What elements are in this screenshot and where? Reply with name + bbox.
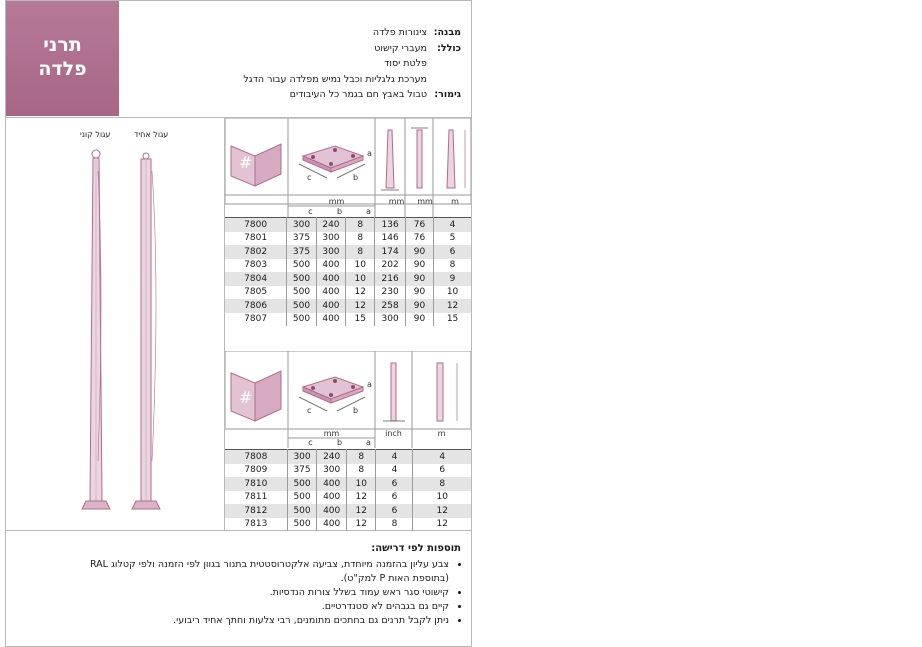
table-cell: 400 [317,491,347,505]
svg-text:#: # [239,388,253,407]
table-cell: 90 [405,259,433,273]
unit-label: m [437,429,446,438]
table-cell: 15 [446,314,459,325]
table-cell: 375 [287,464,317,478]
svg-text:b: b [353,406,359,415]
table-cell: 240 [316,218,345,232]
table-cell: 4 [434,218,471,232]
catalog-number-cell: 7803 [225,259,287,273]
table-row [225,464,471,478]
unit-label: m [451,197,459,206]
table-cell: 500 [287,299,316,313]
unit-label: mm [417,197,433,206]
table-cell: 400 [317,504,347,518]
table-cell: 375 [287,232,316,246]
table-cell: 136 [375,218,405,232]
table-cell: 146 [375,232,405,246]
table-cell: 400 [317,477,347,491]
unit-label: b [336,207,343,216]
table-cell: 90 [405,272,433,286]
table-cell: 12 [436,519,448,530]
table-cell: 12 [413,504,471,518]
catalog-number-cell: 7812 [225,504,287,518]
table-cell: 4 [376,464,413,478]
table-cell: 12 [346,286,375,300]
table-cell: 8 [413,477,471,491]
table-row [225,504,471,518]
table-cell: 90 [405,313,433,327]
extras-item: • צבע עליון בהזמנה מיוחדת, צביעה אלקטרוסטטית בתנור בגוון לפי הזמנה ולפי קטלוג RAL (בתוספת האות P למק"ט). [61,558,449,586]
table-cell: 258 [375,299,405,313]
catalog-number-cell: 7802 [225,245,287,259]
pole-table-2 [225,449,471,531]
table-cell: 10 [446,287,459,298]
table-cell: 400 [317,518,347,532]
table-cell: 240 [317,450,347,464]
table-cell: 4 [413,450,471,464]
conical-pole-drawing [82,150,110,509]
table-cell: 400 [316,286,345,300]
table-cell: 500 [287,286,316,300]
table-row [225,272,471,286]
badge-title: תרני פלדה [38,34,87,80]
table-cell: 300 [317,464,347,478]
catalog-number-cell: 7809 [225,464,287,478]
table-row [225,450,471,464]
table-cell: 12 [346,491,375,505]
catalog-number-cell: 7800 [225,218,287,232]
table-cell: 6 [376,504,413,518]
table-cell: 76 [405,232,433,246]
uniform-pole-drawing [132,153,160,509]
table-cell: 12 [434,299,471,313]
unit-label: inch [385,429,402,438]
table-row [225,286,471,300]
label-uniform-pole: עגול אחיד [134,130,169,139]
spec-row: מבנה: צינורות פלדה [372,27,461,38]
table-cell: 174 [375,245,405,259]
base-plate-icon [299,146,372,182]
table-cell: 230 [375,286,405,300]
table-cell: 8 [449,260,456,271]
table-row [225,299,471,313]
catalog-sheet [5,0,472,647]
table-cell: 500 [287,477,317,491]
table-cell: 10 [346,259,375,273]
table-cell: 216 [375,272,405,286]
unit-label: a [366,438,371,447]
table-cell: 500 [287,259,316,273]
catalog-number-cell: 7806 [225,299,287,313]
table-cell: 15 [346,313,375,327]
table-row [225,313,471,327]
catalog-number-cell: 7810 [225,477,287,491]
unit-label: mm [328,197,345,206]
table-cell: 300 [375,313,405,327]
table-cell: 300 [287,450,317,464]
svg-text:a: a [367,149,372,158]
table-cell: 300 [316,232,345,246]
table-cell: 8 [346,218,375,232]
unit-label: a [366,207,371,216]
table-cell: 90 [405,245,433,259]
table-cell: 500 [287,518,317,532]
table-row [225,218,471,232]
svg-text:c: c [307,173,312,182]
table-cell: 375 [287,245,316,259]
table-cell: 500 [287,504,317,518]
table-cell: 12 [346,504,375,518]
table-cell: 6 [434,245,471,259]
spec-row: כולל: מעברי קישוט [374,42,461,54]
table-cell: 6 [376,491,413,505]
table-cell: 202 [375,259,405,273]
spec-list [243,25,461,103]
spec-row: פלטת יסוד [384,58,427,69]
unit-label: b [336,438,343,447]
table-cell: 500 [287,272,316,286]
table-cell: 90 [405,299,433,313]
table-cell: 90 [405,286,433,300]
table-cell: 10 [436,492,448,503]
catalog-number-cell: 7805 [225,286,287,300]
table-cell: 12 [346,299,375,313]
table-cell: 8 [346,450,375,464]
table-cell: 500 [287,313,316,327]
base-plate-icon [299,377,372,415]
table-row [225,518,471,532]
bracket-icon [231,144,281,186]
table-cell: 10 [346,477,375,491]
table-cell: 400 [316,259,345,273]
catalog-number-cell: 7804 [225,272,287,286]
catalog-number-cell: 7801 [225,232,287,246]
svg-text:#: # [239,153,253,172]
unit-label: c [308,207,313,216]
svg-text:a: a [367,380,372,389]
unit-label: mm [388,197,405,206]
table-cell: 300 [287,218,316,232]
table-cell: 6 [376,477,413,491]
table-row [225,259,471,273]
extras-item: • קישוטי סגר ראש עמוד בשלל צורות הנדסיות. [61,586,449,600]
table-cell: 500 [287,491,317,505]
unit-label: mm [323,429,340,438]
table-cell: 400 [316,272,345,286]
table-cell: 8 [346,464,375,478]
spec-row: מערכת גלגליות וכבל נמיש מפלדה עבור הדגל [243,73,427,85]
extras-title: תוספות לפי דרישה: [371,543,461,554]
extras-item: • קיים גם בגבהים לא סטנדרטיים. [61,600,449,614]
svg-text:c: c [307,406,312,415]
pole-drawings [76,146,166,516]
table-cell: 8 [346,232,375,246]
catalog-number-cell: 7807 [225,313,287,327]
table-cell: 6 [439,465,446,476]
extras-section [61,542,461,628]
table-cell: 300 [316,245,345,259]
svg-text:b: b [353,173,359,182]
table-cell: 76 [405,218,433,232]
table-cell: 12 [346,518,375,532]
table-cell: 4 [376,450,413,464]
table-cell: 8 [376,518,413,532]
pole-table-1 [225,217,471,326]
extras-list [61,558,461,628]
table-cell: 400 [316,299,345,313]
pole-section-icon [383,363,457,421]
extras-item: • ניתן לקבל תרנים גם בחתכים מתומנים, רבי צלעות וחתך אחיד ריבועי. [61,614,449,628]
catalog-number-cell: 7811 [225,491,287,505]
table-row [225,232,471,246]
table-row [225,477,471,491]
label-conical-pole: עגול קוני [80,130,111,139]
pole-section-icon [381,128,465,190]
table-cell: 9 [434,272,471,286]
title-badge [6,1,119,116]
unit-label: c [308,438,313,447]
bracket-icon [231,371,281,421]
table-cell: 400 [316,313,345,327]
table-cell: 8 [346,245,375,259]
table-row [225,245,471,259]
table-cell: 5 [449,233,456,244]
table-row [225,491,471,505]
spec-row: גימור: טבול באבץ חם בגמר כל העיבודים [289,89,461,100]
table-cell: 10 [346,272,375,286]
catalog-number-cell: 7813 [225,518,287,532]
catalog-number-cell: 7808 [225,450,287,464]
